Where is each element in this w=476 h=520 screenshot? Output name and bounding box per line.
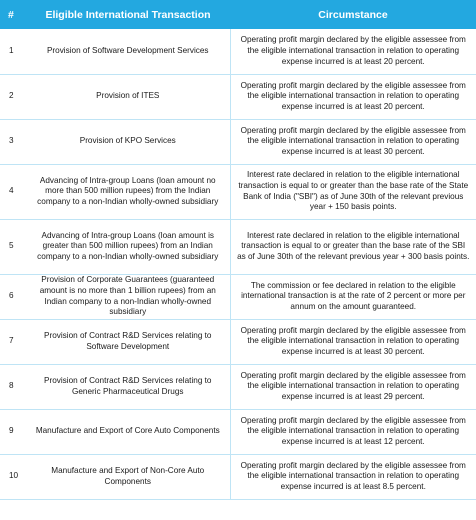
transaction-cell: Provision of Corporate Guarantees (guaranteed amount is no more than 1 billion rupees) from an Indian company to a non-Indian wholly-owned subsidiary	[26, 274, 230, 319]
table-row	[0, 274, 476, 319]
table-row	[0, 219, 476, 274]
table-row	[0, 409, 476, 454]
table-row	[0, 74, 476, 119]
circumstance-cell: The commission or fee declared in relation to the eligible international transaction is at the rate of 2 percent or more per annum on the amount guaranteed.	[230, 274, 476, 319]
table-row	[0, 364, 476, 409]
transaction-cell: Provision of KPO Services	[26, 119, 230, 164]
circumstance-cell: Operating profit margin declared by the eligible assessee from the eligible international transaction in relation to operating expense incurred is at least 30 percent.	[230, 319, 476, 364]
row-number: 10	[0, 454, 26, 499]
transaction-cell: Advancing of Intra-group Loans (loan amount is greater than 500 million rupees) from an Indian company to a non-Indian wholly-owned subsidiary	[26, 219, 230, 274]
table-row	[0, 29, 476, 74]
row-number: 8	[0, 364, 26, 409]
row-number: 5	[0, 219, 26, 274]
header-row	[0, 0, 476, 29]
table-row	[0, 319, 476, 364]
transaction-cell: Manufacture and Export of Non-Core Auto Components	[26, 454, 230, 499]
transaction-cell: Provision of Contract R&D Services relating to Generic Pharmaceutical Drugs	[26, 364, 230, 409]
table-row	[0, 164, 476, 219]
transaction-cell: Advancing of Intra-group Loans (loan amount no more than 500 million rupees) from the Indian company to a non-Indian wholly-owned subsidiary	[26, 164, 230, 219]
transaction-cell: Provision of Contract R&D Services relating to Software Development	[26, 319, 230, 364]
row-number: 3	[0, 119, 26, 164]
row-number: 2	[0, 74, 26, 119]
header-num: #	[0, 0, 26, 29]
circumstance-cell: Operating profit margin declared by the eligible assessee from the eligible international transaction in relation to operating expense incurred is at least 8.5 percent.	[230, 454, 476, 499]
row-number: 9	[0, 409, 26, 454]
table-row	[0, 119, 476, 164]
circumstance-cell: Interest rate declared in relation to the eligible international transaction is equal to or greater than the base rate of the State Bank of India ("SBI") as of June 30th of the relevant previous year + 150 basis points.	[230, 164, 476, 219]
row-number: 4	[0, 164, 26, 219]
table-body	[0, 29, 476, 499]
transaction-cell: Provision of Software Development Services	[26, 29, 230, 74]
circumstance-cell: Operating profit margin declared by the eligible assessee from the eligible international transaction in relation to operating expense incurred is at least 30 percent.	[230, 119, 476, 164]
row-number: 7	[0, 319, 26, 364]
header-transaction: Eligible International Transaction	[26, 0, 230, 29]
circumstance-cell: Operating profit margin declared by the eligible assessee from the eligible international transaction in relation to operating expense incurred is at least 12 percent.	[230, 409, 476, 454]
table-row	[0, 454, 476, 499]
header-circumstance: Circumstance	[230, 0, 476, 29]
transaction-cell: Manufacture and Export of Core Auto Components	[26, 409, 230, 454]
row-number: 6	[0, 274, 26, 319]
table-header	[0, 0, 476, 29]
circumstance-cell: Interest rate declared in relation to the eligible international transaction is equal to or greater than the base rate of the SBI as of June 30th of the relevant previous year + 300 basis points.	[230, 219, 476, 274]
circumstance-cell: Operating profit margin declared by the eligible assessee from the eligible international transaction in relation to operating expense incurred is at least 20 percent.	[230, 74, 476, 119]
transaction-cell: Provision of ITES	[26, 74, 230, 119]
row-number: 1	[0, 29, 26, 74]
circumstance-cell: Operating profit margin declared by the eligible assessee from the eligible international transaction in relation to operating expense incurred is at least 29 percent.	[230, 364, 476, 409]
circumstance-cell: Operating profit margin declared by the eligible assessee from the eligible international transaction in relation to operating expense incurred is at least 20 percent.	[230, 29, 476, 74]
